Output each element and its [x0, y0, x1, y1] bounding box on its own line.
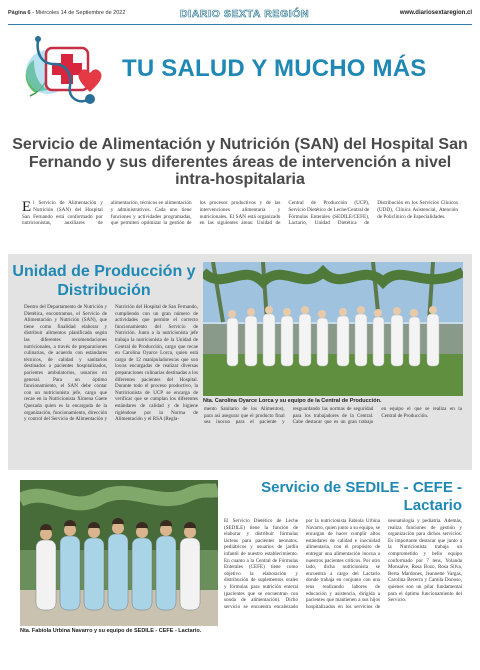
- production-team-photo: [203, 262, 463, 396]
- article-intro: [22, 200, 458, 227]
- website-link[interactable]: www.diariosextaregion.cl: [399, 10, 472, 16]
- sedile-team-photo: [20, 480, 218, 626]
- production-text-continued: mento Sanitario de los Alimentos), para así asegurar que el producto final sea inocuo para el paciente y resguardando las normas de seguridad para los trabajadores de la Central. Cabe destacar que es un gran trabajo en equipo el que se realiza en la Central de Producción.: [204, 406, 462, 426]
- production-text-body: Dentro del Departamento de Nutrición y Dietética, encontramos, el Servicio de Alimentación y Nutrición (SAN), que tiene como finalidad elaborar y distribuir alimentos planificada según las diferentes recomendaciones nutricionales, a través de preparaciones culinarias, de acuerdo con estándares técnicos, de calidad y sanitarios destinados a pacientes hospitalizados, pacientes ambulatorios, usuarios en general. Para un óptimo funcionamiento, el SAN debe contar con un nutricionista jefe, cargo que recae en la Nutricionista Ximena Gaete Quezada quien es la encargada de la organización, funcionamiento, dirección y control del Servicio de Alimentación y Nutrición del Hospital de San Fernando, cumpliendo con un gran número de actividades que permite el correcto funcionamiento del Servicio de Nutrición. Junto a la nutricionista jefe trabaja la nutricionista de la Unidad de Central de Producción, cargo que recae en Carolina Oyarce Lorca, quien está cargo de 12 manipuladores/as que son los/as encargadas de realizar diversas preparaciones culinarias destinadas a los diferentes pacientes del Hospital. Durante todo el proceso productivo, la Nutricionista de UCP se encarga de verificar que se cumplan los diferentes estándares de calidad y de higiene rigiéndose por la Norma de Alimentación y el RSA (Regla-: [24, 304, 198, 423]
- sedile-text-body: El Servicio Dietético de Leche (SEDILE) tiene la función de elaborar y distribuir fórmulas lácteas para pacientes neonatos, pediátricos y usuarios de jardín infantil de nuestro establecimiento. En cuanto a la Central de Fórmulas Enterales (CEFE) tiene como objetivo la elaboración y distribución de suplementos orales y fórmulas para nutrición enteral (pacientes que se encuentran con sonda de alimentación). Dicho servicio se encuentra encabezado por la nutricionista Fabiola Urbina Navarro, quien junto a su equipo, se encargan de hacer cumplir altos estándares de calidad e inocuidad alimentaria, con el propósito de entregar una alimentación inocua a nuestros pacientes críticos. Por otro lado, dicha nutricionista se encuentra a cargo del Lactario donde trabaja en conjunto con una tens realizando labores de educación y asistencia, dirigida a pacientes que mantienen a sus hijos hospitalizados en los servicios de neonatología y pediatría. Además, realiza funciones de gestión y organización para dichos servicios. Es importante destacar que junto a la Nutricionista trabaja un comprometido y bello equipo conformado por 7 tens, Yolanda Monsalve, Rosa Bozo, Rosa Silva, Berta Mardones, Jeannette Vargas, Carolina Becerra y Camila Donoso, quienes son un pilar fundamental para el óptimo funcionamiento del Servicio.: [224, 518, 462, 610]
- newspaper-brand: DIARIO SEXTA REGIÓN: [180, 8, 310, 20]
- sedile-photo-caption: Nta. Fabiola Urbina Navarro y su equipo de SEDILE - CEFE - Lactario.: [20, 628, 202, 634]
- page-date-line: [8, 10, 125, 16]
- section-title: TU SALUD Y MUCHO MÁS: [122, 55, 427, 82]
- health-logo-icon: [20, 30, 112, 114]
- sedile-section-text: [224, 518, 462, 610]
- drop-cap: E: [22, 199, 32, 215]
- page-header: [8, 8, 472, 22]
- article-headline: Servicio de Alimentación y Nutrición (SAN) del Hospital San Fernando y sus diferentes áreas de intervención a nivel intra-hospitalaria: [12, 136, 468, 188]
- page-date: - Miércoles 14 de Septiembre de 2022: [30, 10, 126, 16]
- page-number: Página 6: [8, 10, 31, 16]
- sedile-section-title: Servicio de SEDILE - CEFE - Lactario: [261, 479, 462, 514]
- header-divider: [8, 24, 472, 25]
- production-section-continued: [204, 406, 462, 426]
- production-section-text: [24, 304, 198, 423]
- production-photo-caption: Nta. Carolina Oyarce Lorca y su equipo de la Central de Producción.: [203, 398, 382, 404]
- intro-text: l Servicio de Alimentación y Nutrición (SAN) del Hospital San Fernando está conformado por nutricionistas, auxiliares de alimentación, técnicos en alimentación y administrativos. Cada uno tiene funciones y actividades programadas, que permiten optimizar la gestión de los procesos productivos y de las intervenciones alimentaria y nutricionales. El SAN está organizado en las siguientes áreas: Unidad de Central de Producción (UCP), Servicio Dietético de Leche/Central de Fórmulas Enterales (SEDILE/CEFE), Lactario, Unidad Dietética de Distribución en los Servicios Clínicos (UDD), Clínica Asistencial, Atención de Policlínico de Especialidades.: [22, 200, 458, 227]
- production-section-title: Unidad de Producción y Distribución: [12, 263, 196, 299]
